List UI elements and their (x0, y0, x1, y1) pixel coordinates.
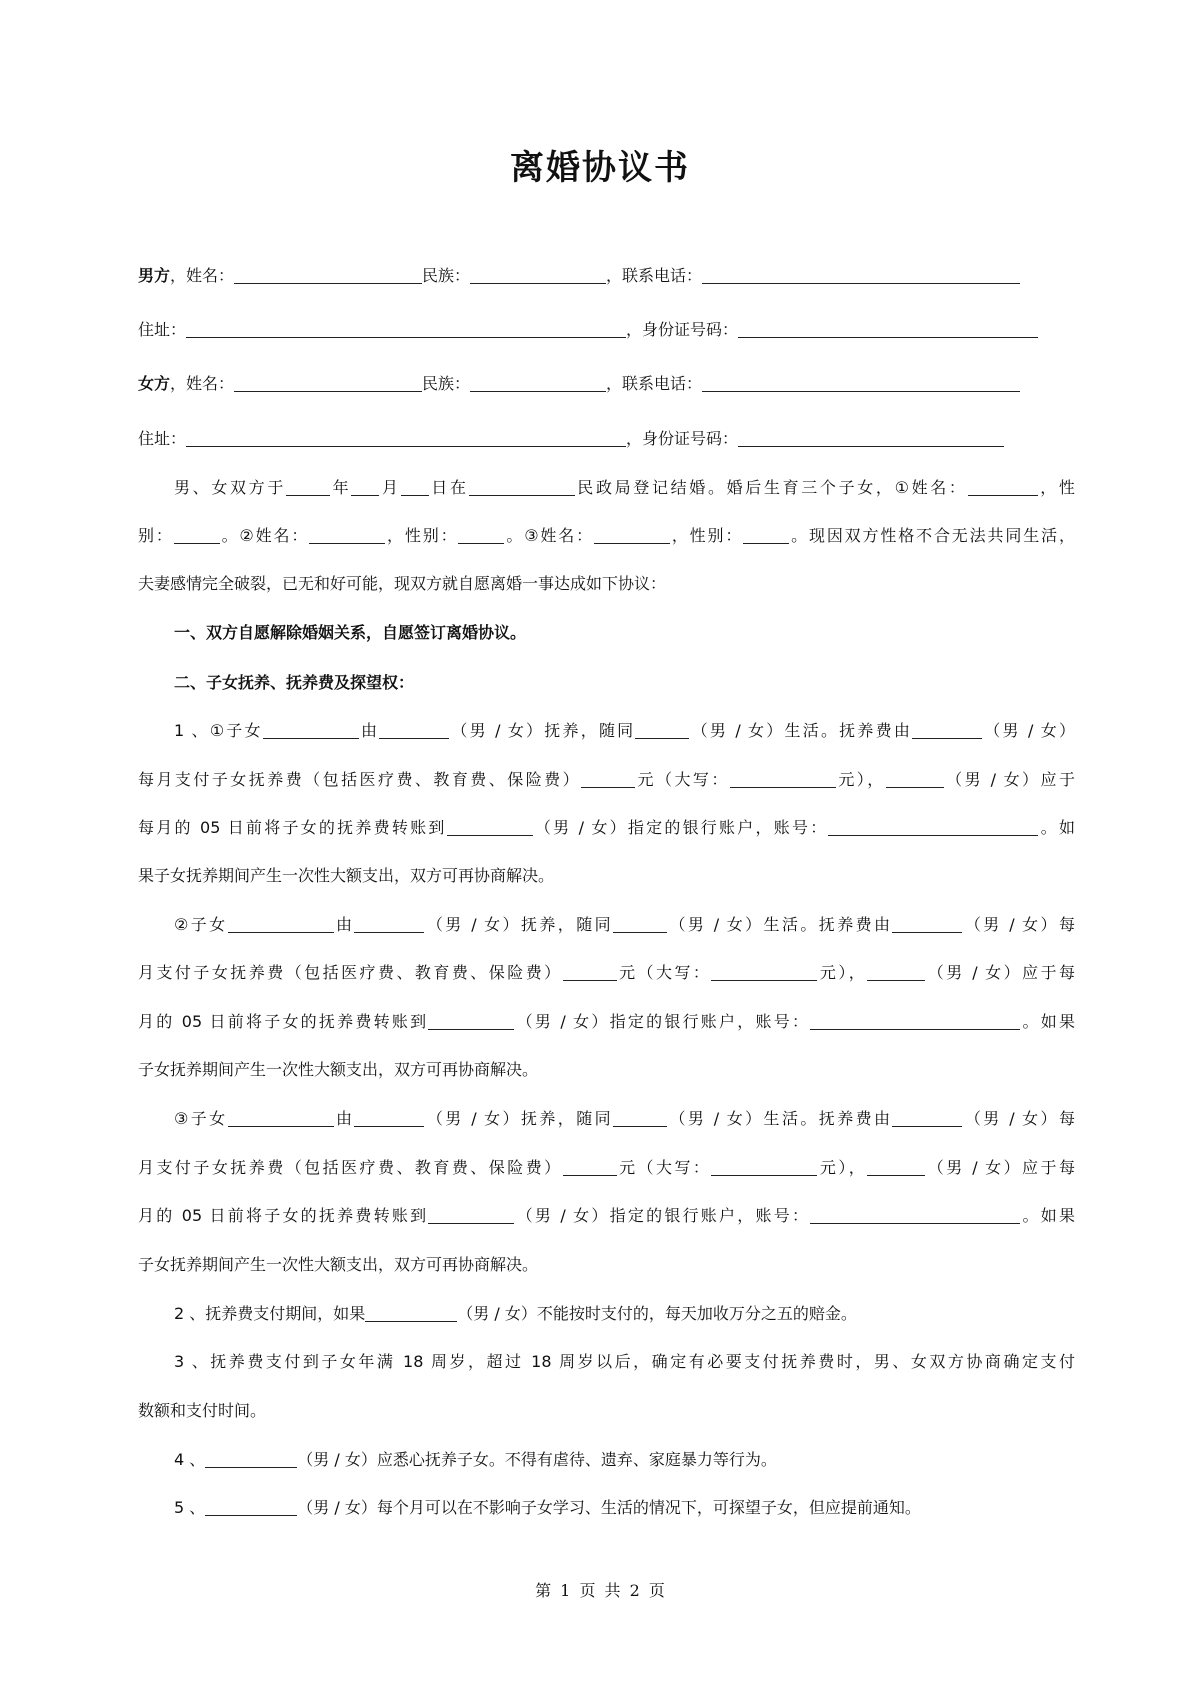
clause-2: 二、子女抚养、抚养费及探望权： (174, 673, 415, 692)
clause-text: 由 (333, 1109, 355, 1128)
child1-name-blank[interactable] (263, 722, 359, 739)
item-5 (174, 1496, 921, 1520)
child1-recipient-field[interactable] (447, 819, 533, 836)
clause-text: 月的 05 日前将子女的抚养费转账到 (138, 1206, 429, 1225)
child1-party-field[interactable] (886, 771, 944, 788)
child2-line-3 (138, 1010, 1075, 1034)
intro-text: 月 (379, 478, 401, 497)
child3-amount-words-field[interactable] (711, 1159, 817, 1176)
clause-text: （男 / 女）每 (962, 1109, 1075, 1128)
clause-text: （男 / 女）抚养，随同 (449, 721, 636, 740)
child2-recipient-field[interactable] (428, 1013, 514, 1030)
female-address-field[interactable] (186, 430, 626, 447)
clause-text: （男 / 女）应于每 (925, 963, 1075, 982)
item-3-line-2: 数额和支付时间。 (138, 1401, 267, 1420)
child1-amount-words-field[interactable] (730, 771, 836, 788)
child1-payer-field[interactable] (912, 722, 982, 739)
clause-text: 月的 05 日前将子女的抚养费转账到 (138, 1012, 429, 1031)
clause-text: 。如果 (1020, 1206, 1075, 1225)
intro-line-1 (174, 476, 1075, 500)
clause-text: （男 / 女）生活。抚养费由 (667, 1109, 893, 1128)
clause-text: 月支付子女抚养费（包括医疗费、教育费、保险费） (138, 963, 563, 982)
clause-text: 月支付子女抚养费（包括医疗费、教育费、保险费） (138, 1158, 563, 1177)
clause-text: 。如果 (1020, 1012, 1075, 1031)
intro-text: ，性别： (385, 526, 459, 545)
clause-text: 元（大写： (616, 1158, 712, 1177)
item-4 (174, 1448, 777, 1472)
intro-text: 男、女双方于 (174, 478, 286, 497)
child3-name-field[interactable] (594, 527, 670, 544)
child3-account-field[interactable] (810, 1207, 1020, 1224)
child2-line-1 (174, 913, 1075, 937)
male-ethnic-label: 民族： (422, 266, 471, 285)
child1-line-4: 果子女抚养期间产生一次性大额支出，双方可再协商解决。 (138, 866, 555, 885)
female-address-line (138, 427, 1004, 451)
clause-text: 元（大写： (635, 770, 730, 789)
female-address-label: 住址： (138, 429, 187, 448)
clause-text: 由 (358, 721, 380, 740)
female-phone-field[interactable] (702, 375, 1020, 392)
clause-text: （男 / 女）生活。抚养费由 (667, 915, 893, 934)
clause-text: （男 / 女）每 (962, 915, 1075, 934)
male-label: 男方 (138, 266, 171, 285)
clause-text: ③子女 (174, 1109, 228, 1128)
child2-line-2 (138, 961, 1075, 985)
clause-text: （男 / 女）指定的银行账户，账号： (514, 1206, 811, 1225)
child1-live-with-field[interactable] (635, 722, 689, 739)
child3-line-2 (138, 1156, 1075, 1180)
child2-account-field[interactable] (810, 1013, 1020, 1030)
clause-text: 5 、 (174, 1498, 206, 1517)
child3-payer-field[interactable] (892, 1110, 962, 1127)
clause-text: （男 / 女）每个月可以在不影响子女学习、生活的情况下，可探望子女，但应提前通知。 (297, 1498, 921, 1517)
clause-1: 一、双方自愿解除婚姻关系，自愿签订离婚协议。 (174, 623, 527, 642)
clause-text: （男 / 女）应悉心抚养子女。不得有虐待、遗弃、家庭暴力等行为。 (297, 1450, 777, 1469)
child2-amount-words-field[interactable] (711, 964, 817, 981)
female-ethnic-field[interactable] (470, 375, 606, 392)
male-phone-label: ，联系电话： (606, 266, 703, 285)
intro-text: 民政局登记结婚。婚后生育三个子女，①姓名： (574, 478, 968, 497)
female-label: 女方 (138, 374, 171, 393)
male-phone-field[interactable] (702, 267, 1020, 284)
female-name-field[interactable] (234, 375, 422, 392)
child2-payer-field[interactable] (892, 916, 962, 933)
intro-line-3: 夫妻感情完全破裂，已无和好可能，现双方就自愿离婚一事达成如下协议： (138, 574, 667, 593)
clause-text: 。如 (1038, 818, 1075, 837)
intro-text: ，性 (1037, 478, 1075, 497)
clause-text: 由 (333, 915, 355, 934)
intro-text: 。②姓名： (219, 526, 310, 545)
clause-text: （男 / 女）不能按时支付的，每天加收万分之五的赔金。 (457, 1304, 857, 1323)
child2-name-blank[interactable] (228, 916, 334, 933)
female-phone-label: ，联系电话： (606, 374, 703, 393)
clause-text: （男 / 女）指定的银行账户，账号： (532, 818, 829, 837)
child1-line-1 (174, 719, 1075, 743)
clause-text: （男 / 女）应于 (943, 770, 1075, 789)
intro-text: 日在 (428, 478, 469, 497)
child2-amount-field[interactable] (563, 964, 617, 981)
clause-text: 1 、①子女 (174, 721, 263, 740)
male-id-label: ，身份证号码： (626, 320, 739, 339)
child3-party-field[interactable] (867, 1159, 925, 1176)
child3-recipient-field[interactable] (428, 1207, 514, 1224)
clause-text: 2 、抚养费支付期间，如果 (174, 1304, 366, 1323)
child2-custodian-field[interactable] (354, 916, 424, 933)
male-id-field[interactable] (738, 321, 1038, 338)
male-info-line (138, 264, 1020, 288)
female-id-field[interactable] (738, 430, 1004, 447)
clause-text: 元）， (817, 963, 868, 982)
marriage-month-field[interactable] (351, 479, 379, 496)
child1-custodian-field[interactable] (379, 722, 449, 739)
clause-text: （男 / 女）指定的银行账户，账号： (514, 1012, 811, 1031)
child2-party-field[interactable] (867, 964, 925, 981)
intro-text: 。③姓名： (504, 526, 594, 545)
clause-text: ②子女 (174, 915, 228, 934)
male-name-field[interactable] (234, 267, 422, 284)
item-3-line-1: 3 、抚养费支付到子女年满 18 周岁，超过 18 周岁以后，确定有必要支付抚养费时，男、女双方协商确定支付 (174, 1352, 1075, 1371)
intro-line-2 (138, 524, 1075, 548)
document-title: 离婚协议书 (510, 148, 690, 188)
intro-text: 别： (138, 526, 174, 545)
child3-line-4: 子女抚养期间产生一次性大额支出，双方可再协商解决。 (138, 1255, 539, 1274)
item5-party-field[interactable] (205, 1499, 297, 1516)
child3-custodian-field[interactable] (354, 1110, 424, 1127)
child3-live-with-field[interactable] (613, 1110, 667, 1127)
clause-text: （男 / 女）应于每 (925, 1158, 1075, 1177)
female-info-line (138, 372, 1020, 396)
clause-text: （男 / 女）抚养，随同 (424, 915, 614, 934)
child3-amount-field[interactable] (563, 1159, 617, 1176)
child3-name-blank[interactable] (228, 1110, 334, 1127)
intro-text: 。现因双方性格不合无法共同生活， (789, 526, 1075, 545)
clause-text: 元）， (817, 1158, 868, 1177)
child1-name-field[interactable] (968, 479, 1038, 496)
item-2 (174, 1302, 857, 1326)
child2-name-field[interactable] (309, 527, 385, 544)
child2-live-with-field[interactable] (613, 916, 667, 933)
child3-line-1 (174, 1107, 1075, 1131)
child2-line-4: 子女抚养期间产生一次性大额支出，双方可再协商解决。 (138, 1060, 539, 1079)
child1-line-2 (138, 768, 1075, 792)
marriage-day-field[interactable] (401, 479, 429, 496)
civil-affairs-bureau-field[interactable] (469, 479, 575, 496)
intro-text: 年 (329, 478, 352, 497)
clause-text: （男 / 女）抚养，随同 (424, 1109, 614, 1128)
male-address-field[interactable] (186, 321, 626, 338)
child3-line-3 (138, 1204, 1075, 1228)
clause-text: （男 / 女） (982, 721, 1075, 740)
intro-text: ，性别： (669, 526, 744, 545)
male-address-label: 住址： (138, 320, 187, 339)
item4-party-field[interactable] (205, 1451, 297, 1468)
clause-text: 每月的 05 日前将子女的抚养费转账到 (138, 818, 447, 837)
male-address-line (138, 318, 1038, 342)
clause-text: 4 、 (174, 1450, 206, 1469)
clause-text: 元（大写： (616, 963, 712, 982)
female-name-label: ，姓名： (170, 374, 235, 393)
page-number: 第 1 页 共 2 页 (535, 1581, 665, 1600)
female-ethnic-label: 民族： (422, 374, 471, 393)
clause-text: （男 / 女）生活。抚养费由 (689, 721, 913, 740)
marriage-year-field[interactable] (286, 479, 330, 496)
child3-gender-field[interactable] (743, 527, 789, 544)
child1-gender-field[interactable] (174, 527, 220, 544)
male-ethnic-field[interactable] (470, 267, 606, 284)
item2-party-field[interactable] (365, 1305, 457, 1322)
clause-text: 元）， (835, 770, 886, 789)
child1-line-3 (138, 816, 1075, 840)
child1-account-field[interactable] (828, 819, 1038, 836)
male-name-label: ，姓名： (170, 266, 235, 285)
female-id-label: ，身份证号码： (626, 429, 739, 448)
child1-amount-field[interactable] (581, 771, 635, 788)
clause-text: 每月支付子女抚养费（包括医疗费、教育费、保险费） (138, 770, 582, 789)
child2-gender-field[interactable] (458, 527, 504, 544)
